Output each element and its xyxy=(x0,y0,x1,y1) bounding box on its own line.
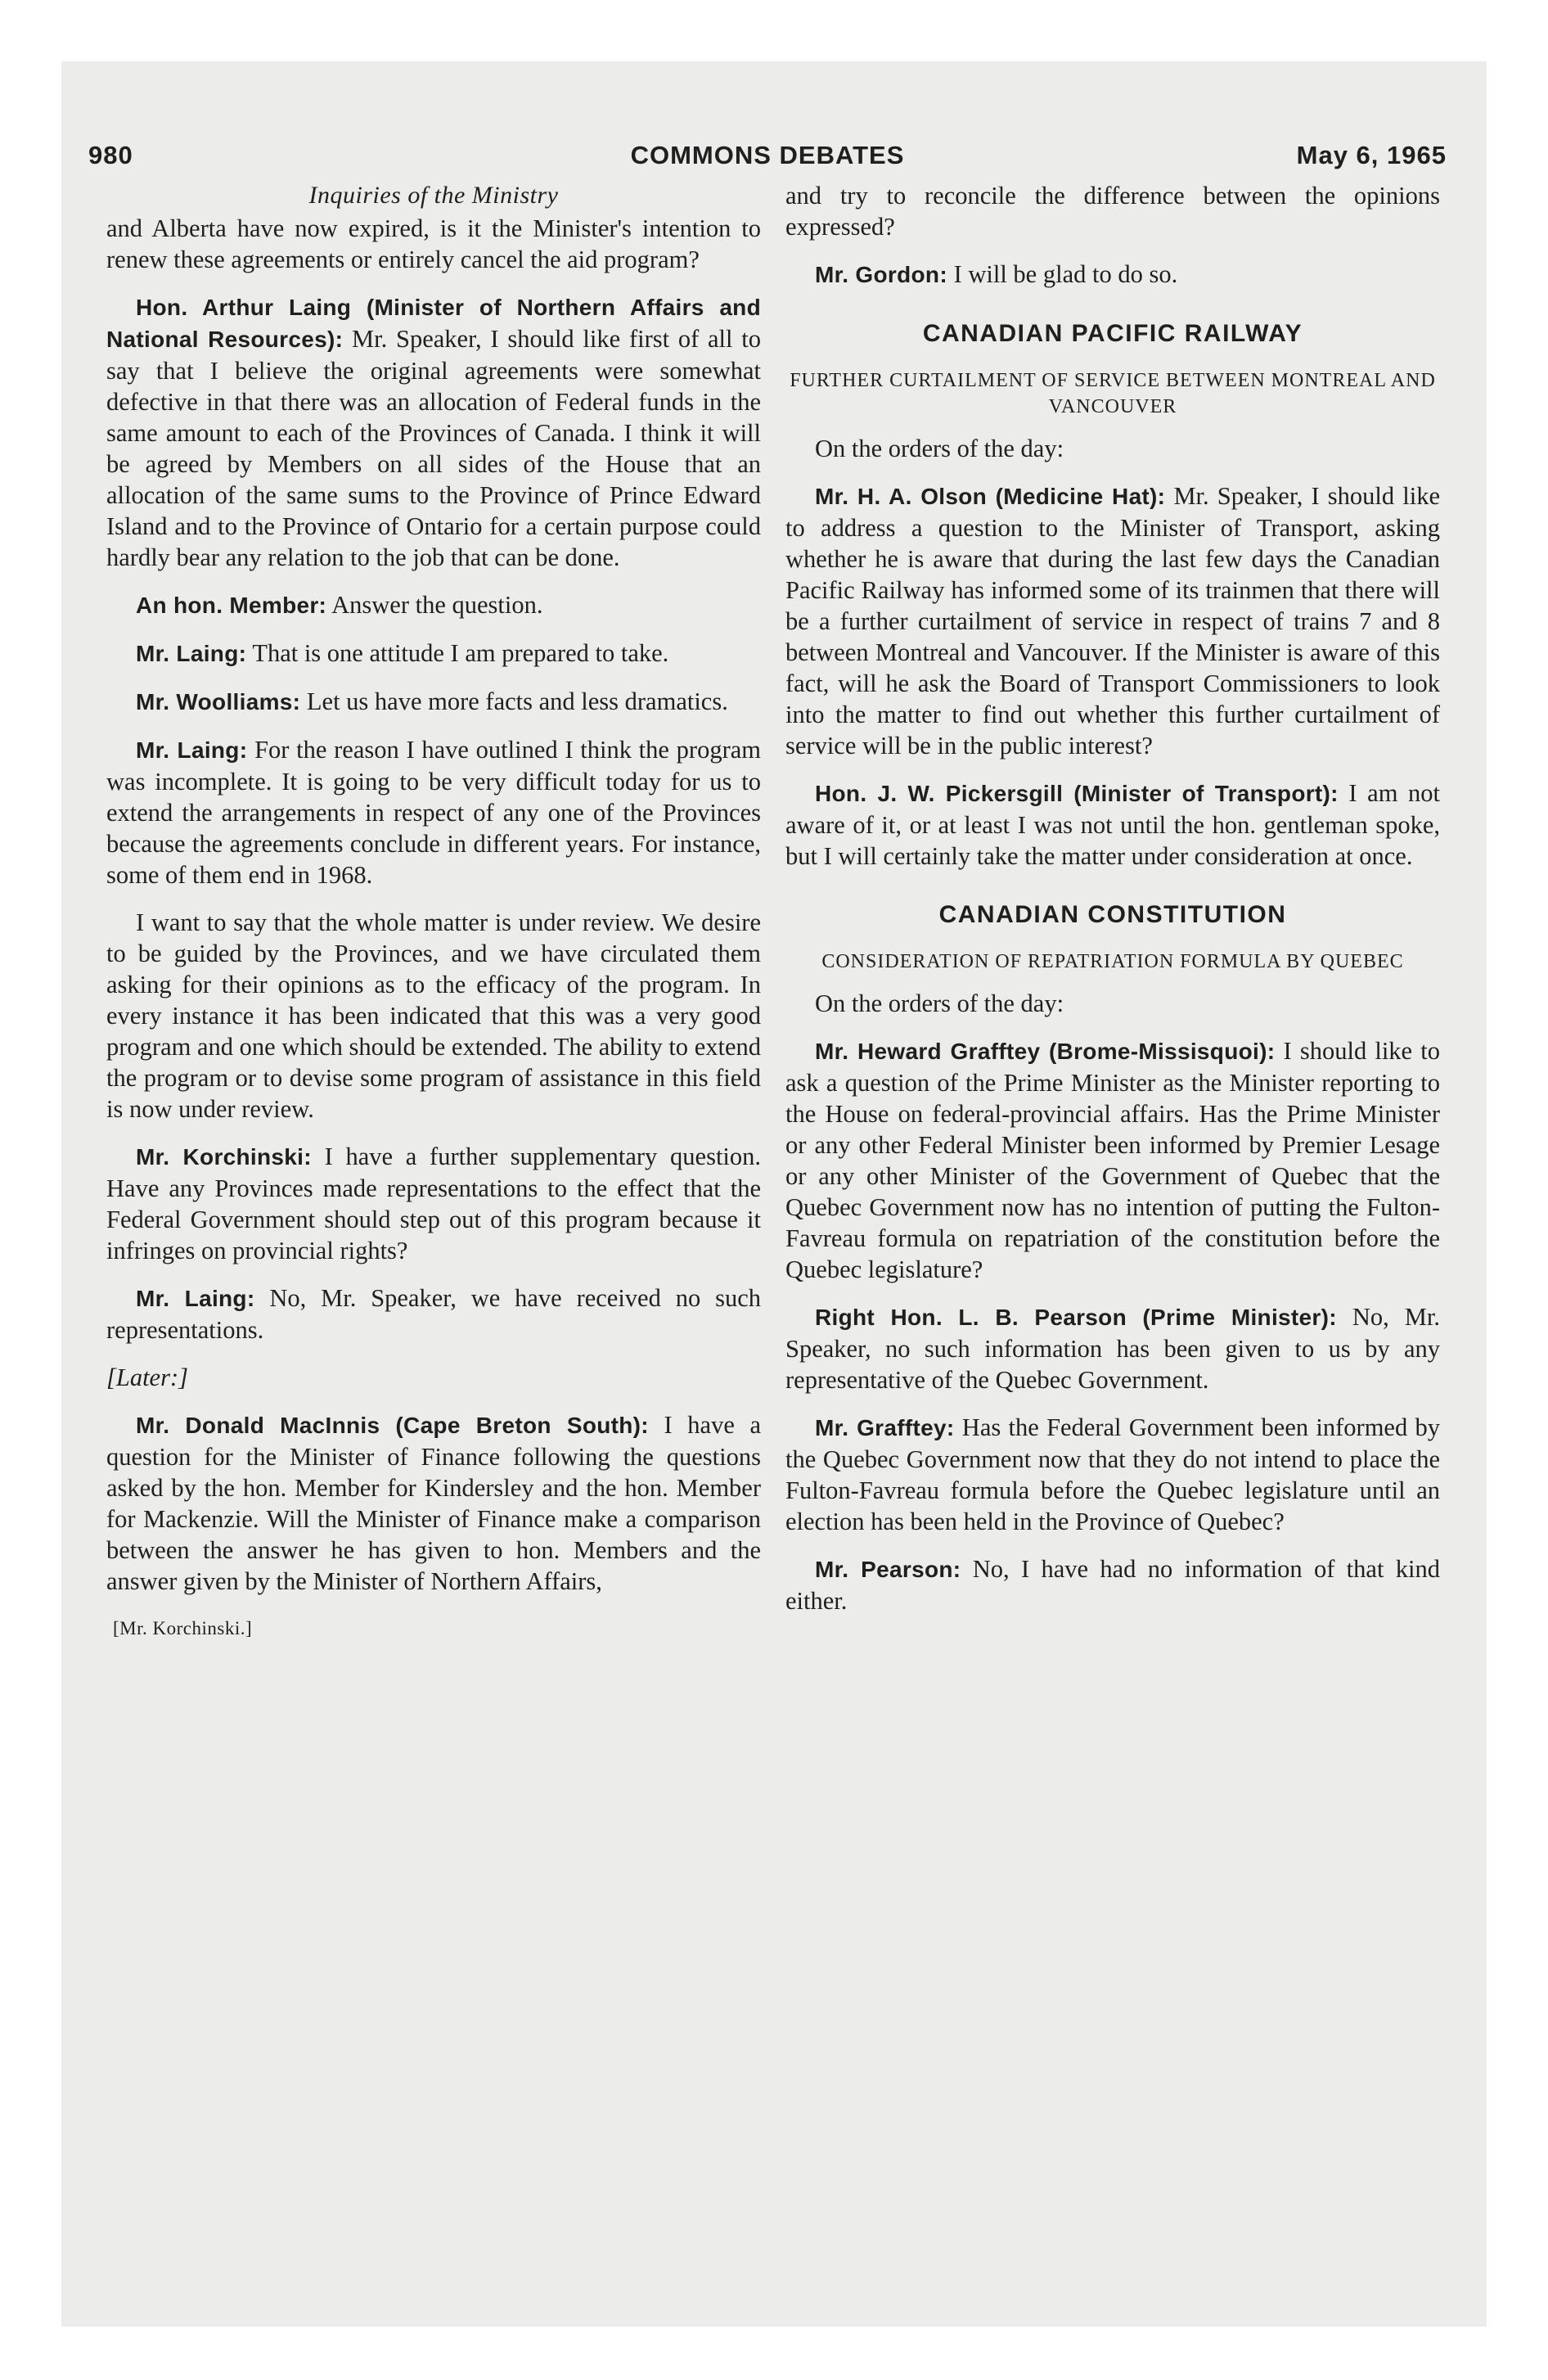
speech-text: I have a question for the Minister of Finance following the questions asked by the hon. Member for Kindersley and the hon. Member for Mackenzie. Will the Minister of Finance make a comparison between the answer he has given to hon. Members and the answer given by the Minister of Northern Affairs, xyxy=(106,1411,761,1595)
speech-text: No, Mr. Speaker, no such information has been given to us by any representative of the Quebec Government. xyxy=(785,1303,1441,1394)
speaker-name: Mr. Pearson: xyxy=(815,1557,961,1582)
speech xyxy=(106,291,761,573)
speech xyxy=(106,638,761,669)
speech-text: I have a further supplementary question. Have any Provinces made representations to the effect that the Federal Government should step out of this program because it infringes on provincial rights? xyxy=(106,1143,762,1264)
speech-text: Answer the question. xyxy=(331,591,543,619)
document-page xyxy=(88,136,1447,2264)
speech-text: Mr. Speaker, I should like to address a question to the Minister of Transport, asking whether he is aware that during the last few days the Canadian Pacific Railway has informed some of its trainmen that there will be a further curtailment of service in respect of trains 7 and 8 between Montreal and Vancouver. If the Minister is aware of this fact, will he ask the Board of Transport Commissioners to look into the matter to find out whether this further curtailment of service will be in the public interest? xyxy=(785,482,1440,760)
speaker-name: Mr. Laing: xyxy=(136,641,247,666)
publication-title: COMMONS DEBATES xyxy=(630,141,905,169)
footnote: [Mr. Korchinski.] xyxy=(113,1618,253,1639)
speech-text: I should like to ask a question of the Prime Minister as the Minister reporting to the House on federal-provincial affairs. Has the Prime Minister or any other Federal Minister been informed by Premier Lesage or any other Minister of the Government of Quebec that the Quebec Government now has no intention of putting the Fulton-Favreau formula on repatriation of the constitution before the Quebec legislature? xyxy=(785,1037,1440,1283)
later-marker: [Later:] xyxy=(106,1364,188,1391)
paragraph: and try to reconcile the difference between the opinions expressed? xyxy=(785,182,1440,241)
running-head: Inquiries of the Ministry xyxy=(308,182,559,209)
speech xyxy=(785,480,1440,761)
speech-text: Has the Federal Government been informed by the Quebec Government now that they do not intend to place the Fulton-Favreau formula before the Quebec legislature until an election has been held in the Province of Quebec? xyxy=(785,1413,1441,1535)
speaker-name: Mr. Woolliams: xyxy=(136,689,301,714)
orders-of-the-day: On the orders of the day: xyxy=(815,989,1064,1017)
speaker-name: Mr. Laing: xyxy=(136,1286,255,1311)
section-heading: CANADIAN PACIFIC RAILWAY xyxy=(922,320,1303,347)
speech-text: Let us have more facts and less dramatics. xyxy=(306,687,728,715)
speaker-name: Mr. Heward Grafftey (Brome-Missisquoi): xyxy=(815,1039,1276,1064)
speech-text: Mr. Speaker, I should like first of all to say that I believe the original agreements were somewhat defective in that there was an allocation of Federal funds in the same amount to each of the Provinces of Canada. I think it will be agreed by Members on all sides of the House that an allocation of the same sums to the Province of Prince Edward Island and to the Province of Ontario for a certain purpose could hardly bear any relation to the job that can be done. xyxy=(106,325,761,571)
speaker-name: Mr. Donald MacInnis (Cape Breton South): xyxy=(136,1413,649,1438)
speech xyxy=(785,1301,1440,1395)
speech xyxy=(106,589,761,621)
speaker-name: An hon. Member: xyxy=(136,593,327,618)
speaker-name: Hon. J. W. Pickersgill (Minister of Transport): xyxy=(815,781,1339,806)
speech-text: No, I have had no information of that kind either. xyxy=(785,1555,1440,1615)
speaker-name: Mr. Korchinski: xyxy=(136,1144,312,1170)
page-number: 980 xyxy=(88,141,133,169)
left-column xyxy=(106,180,761,1661)
speech xyxy=(106,734,761,890)
speaker-name: Mr. H. A. Olson (Medicine Hat): xyxy=(815,484,1166,509)
speech-text: No, Mr. Speaker, we have received no such representations. xyxy=(106,1284,761,1344)
right-column xyxy=(785,180,1440,1633)
section-subheading: FURTHER CURTAILMENT OF SERVICE BETWEEN MONTREAL AND VANCOUVER xyxy=(790,370,1436,417)
speaker-name: Right Hon. L. B. Pearson (Prime Minister): xyxy=(815,1305,1337,1330)
section-heading: CANADIAN CONSTITUTION xyxy=(938,901,1287,928)
speech xyxy=(785,1553,1440,1616)
speech-text: I will be glad to do so. xyxy=(953,260,1178,288)
speaker-name: Mr. Grafftey: xyxy=(815,1415,955,1440)
speech xyxy=(106,1282,761,1346)
publication-date: May 6, 1965 xyxy=(1296,141,1447,169)
speech xyxy=(106,686,761,718)
speech-text: That is one attitude I am prepared to take. xyxy=(252,639,669,667)
speech xyxy=(785,1035,1440,1285)
page-header xyxy=(88,136,1447,174)
speech xyxy=(785,1412,1440,1537)
paragraph: I want to say that the whole matter is under review. We desire to be guided by the Provinces, and we have circulated them asking for their opinions as to the efficacy of the program. In every instance it has been indicated that this was a very good program and one which should be extended. The ability to extend the program or to devise some program of assistance in this field is now under review. xyxy=(106,908,761,1123)
speech xyxy=(106,1141,761,1266)
paragraph: and Alberta have now expired, is it the Minister's intention to renew these agreements or entirely cancel the aid program? xyxy=(106,214,761,273)
speech-text: For the reason I have outlined I think the program was incomplete. It is going to be very difficult today for us to extend the arrangements in respect of any one of the Provinces because the agreements conclude in different years. For instance, some of them end in 1968. xyxy=(106,736,761,889)
section-subheading: CONSIDERATION OF REPATRIATION FORMULA BY QUEBEC xyxy=(821,951,1404,972)
speaker-name: Hon. Arthur Laing (Minister of Northern Affairs and National Resources): xyxy=(106,295,761,352)
speaker-name: Mr. Gordon: xyxy=(815,262,947,287)
speech xyxy=(785,778,1440,872)
speech xyxy=(785,259,1440,291)
speech xyxy=(106,1409,761,1597)
speaker-name: Mr. Laing: xyxy=(136,737,248,763)
orders-of-the-day: On the orders of the day: xyxy=(815,435,1064,462)
speech-text: I am not aware of it, or at least I was not until the hon. gentleman spoke, but I will certainly take the matter under consideration at once. xyxy=(785,779,1440,870)
